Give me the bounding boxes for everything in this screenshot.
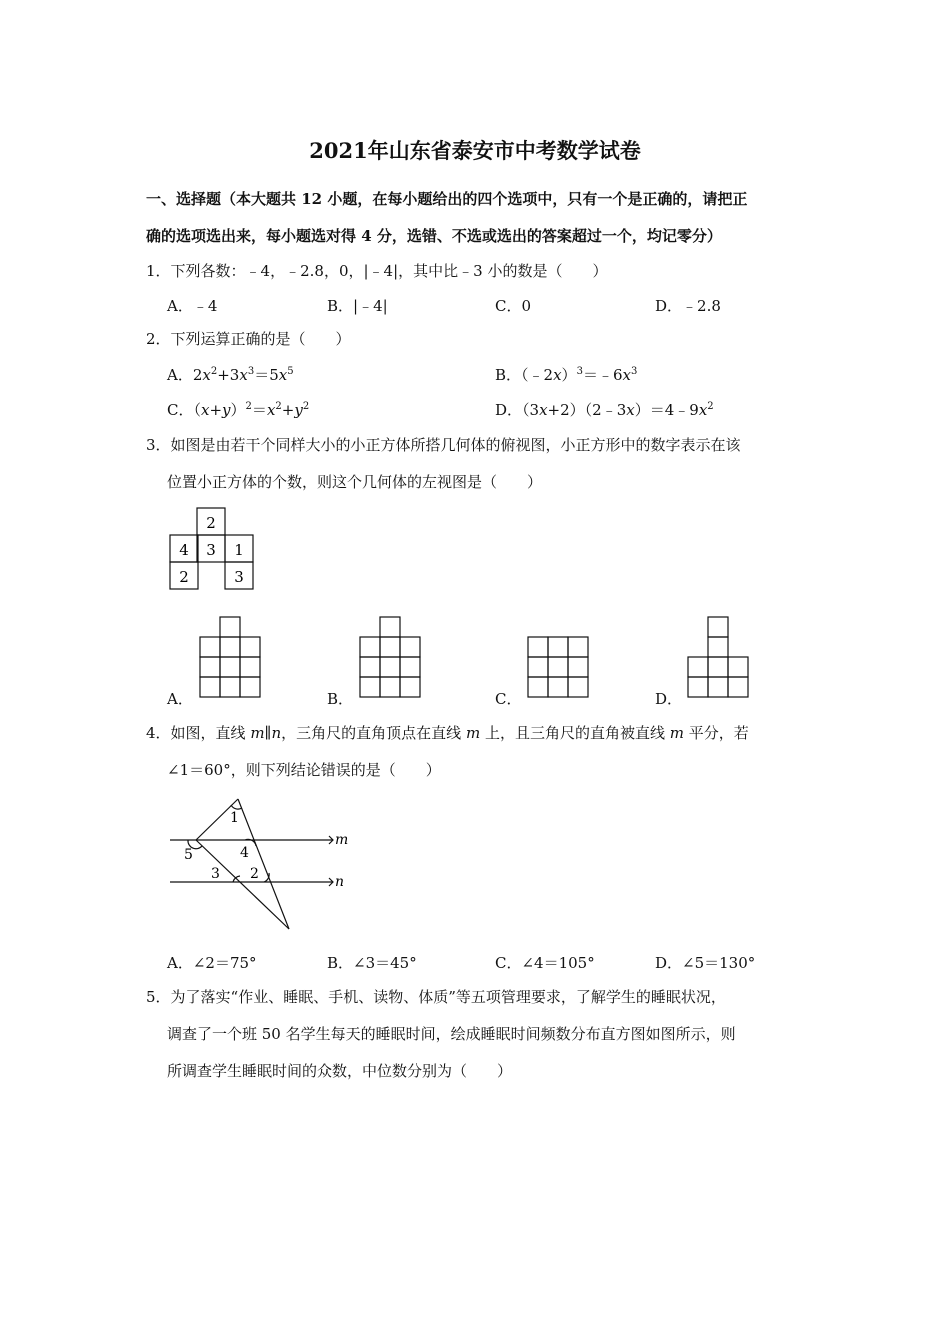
question-3-option-d-label: D． [655, 690, 683, 708]
grid-number: 2 [179, 568, 189, 586]
angle-label-3: 3 [211, 866, 220, 882]
question-2-option-d: D．$(3x+2)(2﹣3x)=4﹣9x^2$ [495, 401, 714, 419]
question-4-option-c: C．∠4＝105° [495, 954, 595, 972]
section-heading-line-1: 一、选择题（本大题共 12 小题，在每小题给出的四个选项中，只有一个是正确的，请把正 [146, 190, 748, 208]
question-1-option-c: C．0 [495, 297, 532, 315]
section-heading-line-2: 确的选项选出来，每小题选对得 4 分，选错、不选或选出的答案超过一个，均记零分） [146, 227, 722, 245]
question-5-stem-line-1: 5．为了落实“作业、睡眠、手机、读物、体质”等五项管理要求，了解学生的睡眠状况， [146, 988, 726, 1006]
parallel-lines-triangle-figure [165, 795, 355, 935]
question-3-stem-line-2: 位置小正方体的个数，则这个几何体的左视图是（ ） [167, 473, 543, 491]
grid-number: 3 [234, 568, 244, 586]
question-2-option-b: B．$(﹣2x)^3=﹣6x^3$ [495, 366, 638, 384]
left-view-option-a [199, 616, 263, 700]
question-4-option-a: A．∠2＝75° [167, 954, 257, 972]
grid-number: 2 [206, 514, 216, 532]
grid-number: 4 [179, 541, 189, 559]
question-2-option-c: C．$(x+y)^2=x^2+y^2$ [167, 401, 310, 419]
question-3-option-c-label: C． [495, 690, 522, 708]
grid-number: 3 [206, 541, 216, 559]
question-1-stem: 1．下列各数：﹣4，﹣2.8，0，|﹣4|，其中比﹣3 小的数是（ ） [146, 262, 608, 280]
line-label-m: m [335, 832, 349, 848]
question-3-stem-line-1: 3．如图是由若干个同样大小的小正方体所搭几何体的俯视图，小正方形中的数字表示在该 [146, 436, 741, 454]
question-1-option-b: B．|﹣4| [327, 297, 388, 315]
question-2-stem: 2．下列运算正确的是（ ） [146, 330, 351, 348]
angle-label-2: 2 [250, 866, 259, 882]
angle-label-4: 4 [240, 845, 249, 861]
question-2-option-a: A．$2x^2+3x^3=5x^5$ [167, 366, 294, 384]
question-4-stem-line-2: ∠1＝60°，则下列结论错误的是（ ） [167, 761, 441, 779]
question-4-option-d: D．∠5＝130° [655, 954, 756, 972]
question-3-option-b-label: B． [327, 690, 354, 708]
question-5-stem-line-2: 调查了一个班 50 名学生每天的睡眠时间，绘成睡眠时间频数分布直方图如图所示，则 [167, 1025, 736, 1043]
question-1-option-a: A．﹣4 [167, 297, 218, 315]
question-4-stem-line-1: 4．如图，直线 m∥n，三角尺的直角顶点在直线 m 上，且三角尺的直角被直线 m 平分，若 [146, 724, 749, 742]
left-view-option-d [687, 616, 751, 700]
question-1-option-d: D．﹣2.8 [655, 297, 721, 315]
page-title: 2021年山东省泰安市中考数学试卷 [309, 138, 641, 163]
left-view-option-b [359, 616, 423, 700]
question-4-option-b: B．∠3＝45° [327, 954, 417, 972]
question-5-stem-line-3: 所调查学生睡眠时间的众数，中位数分别为（ ） [167, 1062, 513, 1080]
top-view-grid [169, 507, 255, 589]
angle-label-1: 1 [230, 810, 239, 826]
angle-label-5: 5 [184, 847, 193, 863]
line-label-n: n [335, 874, 345, 890]
grid-number: 1 [234, 541, 244, 559]
left-view-option-c [527, 636, 591, 700]
question-3-option-a-label: A． [167, 690, 193, 708]
